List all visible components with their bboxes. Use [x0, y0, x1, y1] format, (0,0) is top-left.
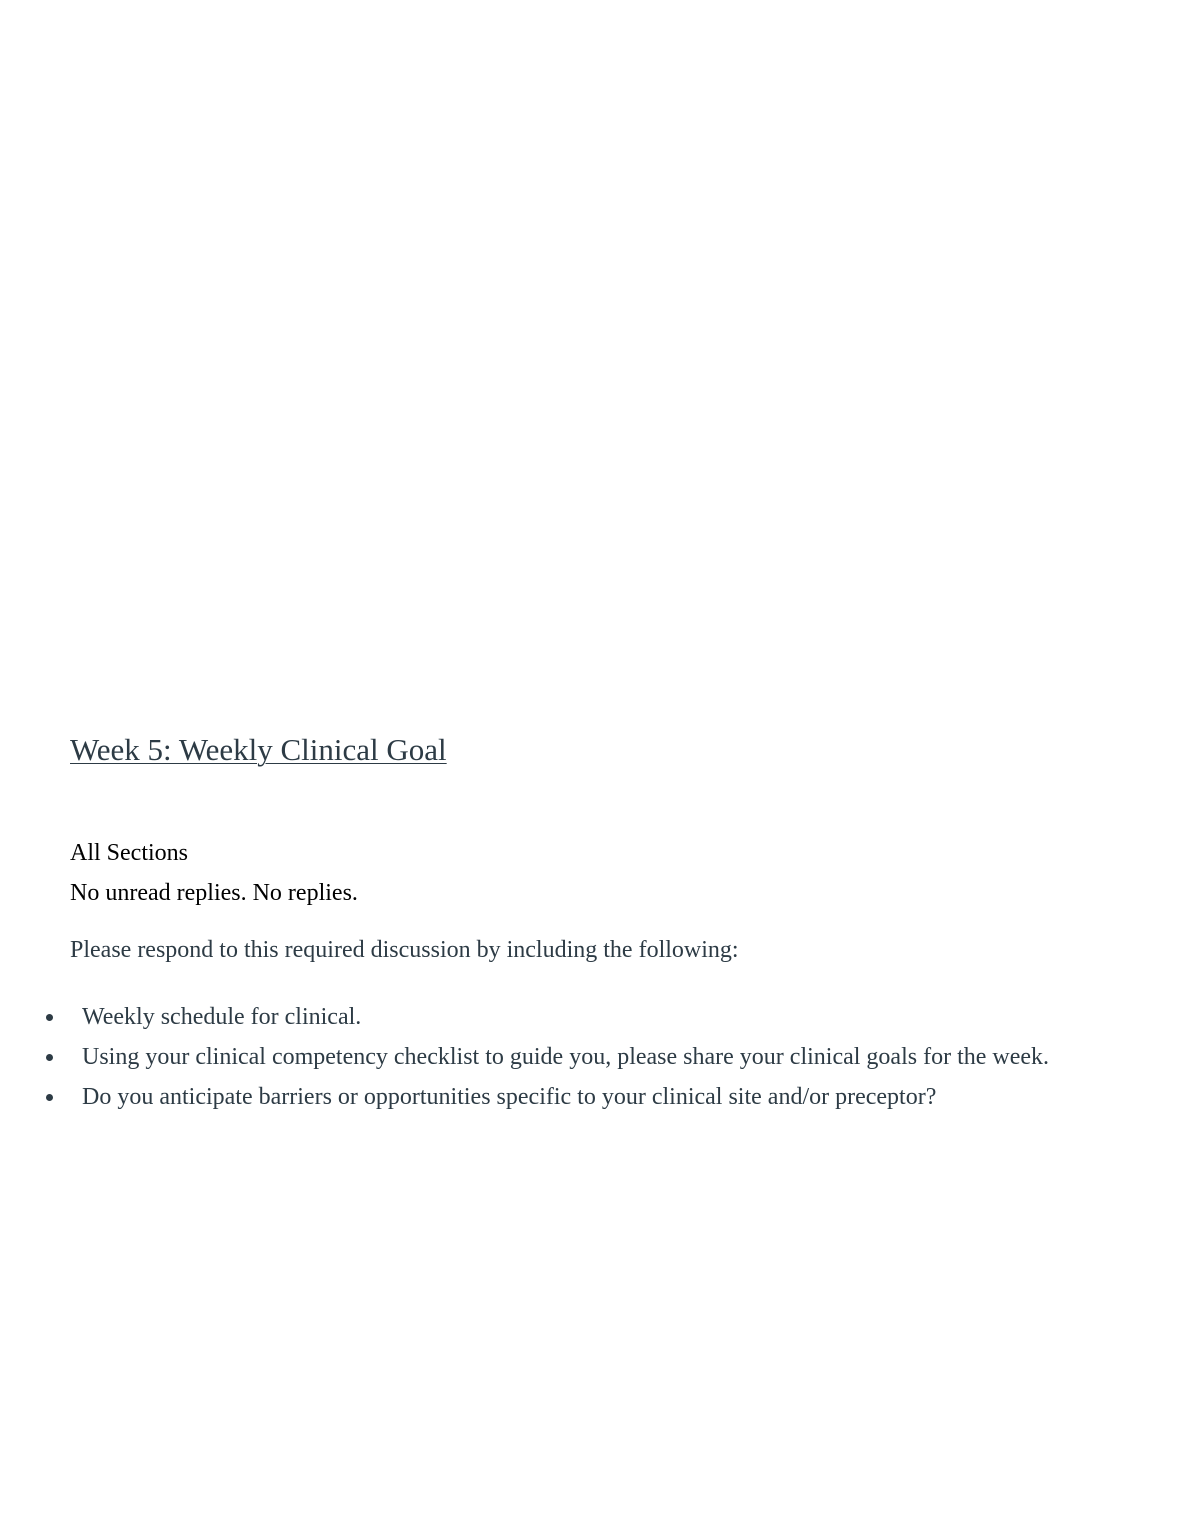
list-item-text: Do you anticipate barriers or opportunities specific to your clinical site and/or preceptor? [82, 1084, 937, 1110]
list-item-text: Weekly schedule for clinical. [82, 1004, 362, 1030]
replies-status: No unread replies. No replies. [70, 880, 358, 906]
list-item [0, 1041, 1049, 1081]
requirements-list [0, 1001, 1049, 1121]
sections-label: All Sections [70, 840, 188, 866]
bullet-icon [46, 1094, 53, 1101]
list-item-text: Using your clinical competency checklist to guide you, please share your clinical goals for the week. [82, 1044, 1050, 1070]
list-item [0, 1081, 1049, 1121]
discussion-intro: Please respond to this required discussion by including the following: [70, 937, 739, 963]
bullet-icon [46, 1014, 53, 1021]
discussion-title-link[interactable]: Week 5: Weekly Clinical Goal [70, 732, 447, 767]
list-item [0, 1001, 1049, 1041]
bullet-icon [46, 1054, 53, 1061]
discussion-title [70, 730, 447, 770]
